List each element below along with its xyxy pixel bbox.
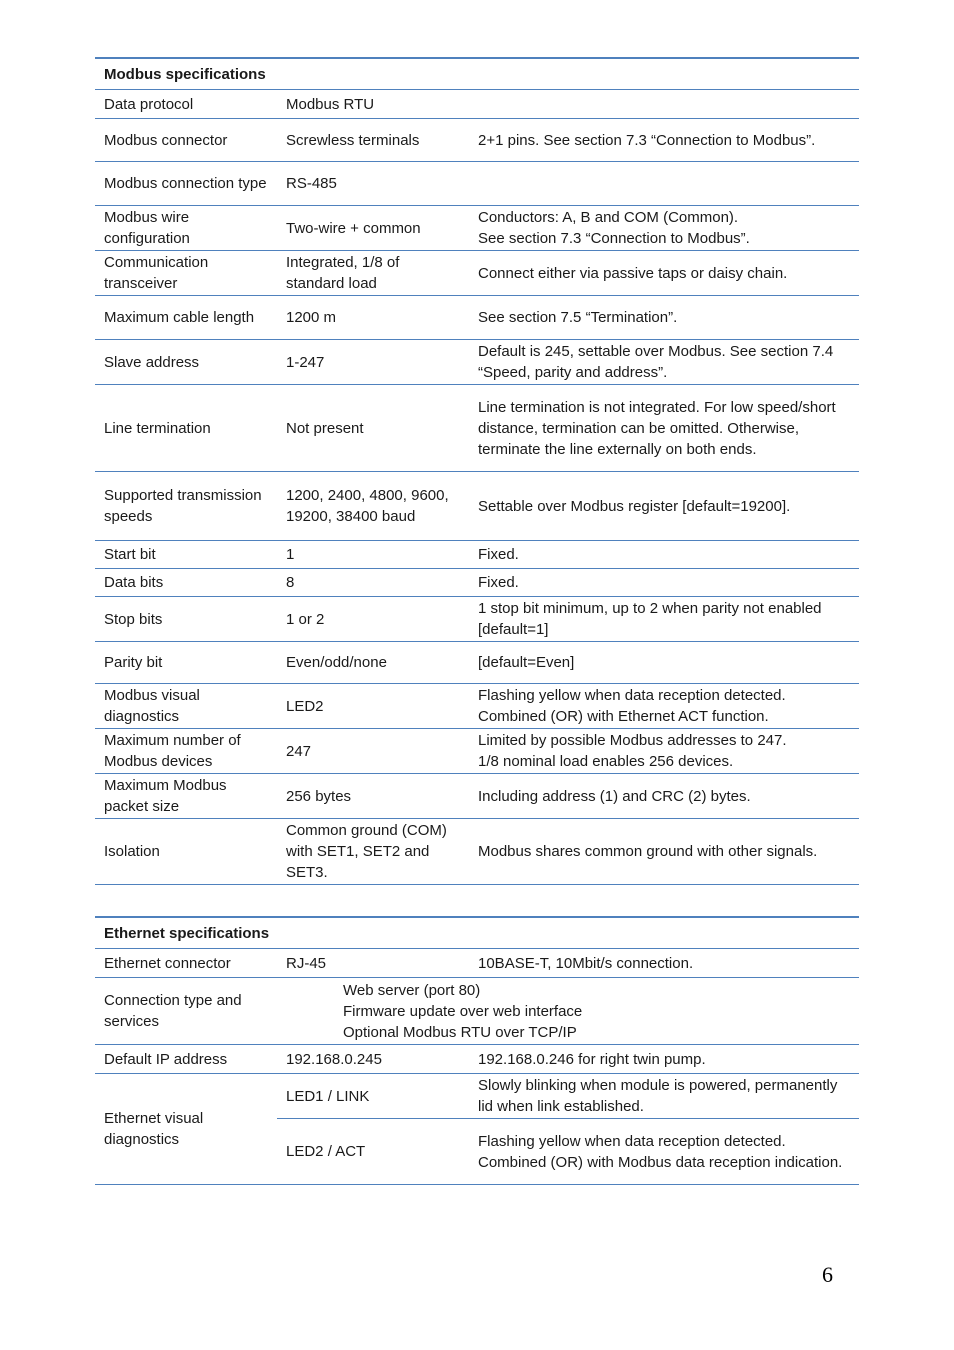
row-note: Flashing yellow when data reception detected. Combined (OR) with Modbus data reception indication. bbox=[469, 1119, 859, 1185]
row-note: Conductors: A, B and COM (Common). See section 7.3 “Connection to Modbus”. bbox=[469, 206, 859, 251]
row-label: Maximum number of Modbus devices bbox=[95, 729, 277, 774]
row-label: Start bit bbox=[95, 541, 277, 569]
row-value: LED2 / ACT bbox=[277, 1119, 469, 1185]
row-note: Connect either via passive taps or daisy chain. bbox=[469, 251, 859, 296]
row-value: LED2 bbox=[277, 684, 469, 729]
row-label: Communication transceiver bbox=[95, 251, 277, 296]
row-value: 1 or 2 bbox=[277, 597, 469, 642]
row-note: Fixed. bbox=[469, 569, 859, 597]
table-row bbox=[95, 1045, 859, 1074]
row-note bbox=[469, 162, 859, 206]
row-value: RS-485 bbox=[277, 162, 469, 206]
row-value: 247 bbox=[277, 729, 469, 774]
row-label: Stop bits bbox=[95, 597, 277, 642]
row-note: Fixed. bbox=[469, 541, 859, 569]
row-note: See section 7.5 “Termination”. bbox=[469, 296, 859, 340]
ethernet-table-header bbox=[95, 917, 859, 949]
row-label: Ethernet visual diagnostics bbox=[95, 1074, 277, 1185]
row-label: Isolation bbox=[95, 819, 277, 885]
row-value: Web server (port 80) Firmware update over web interface Optional Modbus RTU over TCP/IP bbox=[277, 978, 859, 1045]
row-value: RJ-45 bbox=[277, 949, 469, 978]
row-value: 1200, 2400, 4800, 9600, 19200, 38400 baud bbox=[277, 472, 469, 541]
row-value: Integrated, 1/8 of standard load bbox=[277, 251, 469, 296]
row-label: Modbus wire configuration bbox=[95, 206, 277, 251]
row-label: Data bits bbox=[95, 569, 277, 597]
table-row bbox=[95, 774, 859, 819]
table-row bbox=[95, 569, 859, 597]
row-note: Modbus shares common ground with other signals. bbox=[469, 819, 859, 885]
row-value: 256 bytes bbox=[277, 774, 469, 819]
table-row bbox=[95, 541, 859, 569]
row-value: Even/odd/none bbox=[277, 642, 469, 684]
row-note: Limited by possible Modbus addresses to 247. 1/8 nominal load enables 256 devices. bbox=[469, 729, 859, 774]
row-value: Two-wire + common bbox=[277, 206, 469, 251]
table-row bbox=[95, 978, 859, 1045]
table-row bbox=[95, 729, 859, 774]
row-note: [default=Even] bbox=[469, 642, 859, 684]
table-row bbox=[95, 949, 859, 978]
row-note: Flashing yellow when data reception detected. Combined (OR) with Ethernet ACT function. bbox=[469, 684, 859, 729]
table-row bbox=[95, 1074, 859, 1119]
table-row bbox=[95, 642, 859, 684]
row-note bbox=[469, 90, 859, 119]
table-row bbox=[95, 296, 859, 340]
table-row bbox=[95, 385, 859, 472]
row-value: Not present bbox=[277, 385, 469, 472]
row-note: 10BASE-T, 10Mbit/s connection. bbox=[469, 949, 859, 978]
row-label: Line termination bbox=[95, 385, 277, 472]
row-label: Modbus connector bbox=[95, 119, 277, 162]
row-value: Modbus RTU bbox=[277, 90, 469, 119]
row-value: 1-247 bbox=[277, 340, 469, 385]
row-note: 2+1 pins. See section 7.3 “Connection to Modbus”. bbox=[469, 119, 859, 162]
row-value: 192.168.0.245 bbox=[277, 1045, 469, 1074]
row-label: Supported transmission speeds bbox=[95, 472, 277, 541]
table-row bbox=[95, 162, 859, 206]
table-row bbox=[95, 684, 859, 729]
row-label: Parity bit bbox=[95, 642, 277, 684]
row-label: Ethernet connector bbox=[95, 949, 277, 978]
table-row bbox=[95, 119, 859, 162]
modbus-table-title: Modbus specifications bbox=[95, 58, 859, 90]
row-value: Common ground (COM) with SET1, SET2 and SET3. bbox=[277, 819, 469, 885]
row-label: Modbus connection type bbox=[95, 162, 277, 206]
ethernet-table-title: Ethernet specifications bbox=[95, 917, 859, 949]
row-label: Modbus visual diagnostics bbox=[95, 684, 277, 729]
row-label: Maximum cable length bbox=[95, 296, 277, 340]
row-label: Connection type and services bbox=[95, 978, 277, 1045]
row-note: 1 stop bit minimum, up to 2 when parity not enabled [default=1] bbox=[469, 597, 859, 642]
table-row bbox=[95, 251, 859, 296]
table-row bbox=[95, 90, 859, 119]
row-note: Line termination is not integrated. For low speed/short distance, termination can be omitted. Otherwise, terminate the line externally on both ends. bbox=[469, 385, 859, 472]
row-note: Settable over Modbus register [default=19200]. bbox=[469, 472, 859, 541]
row-value: LED1 / LINK bbox=[277, 1074, 469, 1119]
row-label: Maximum Modbus packet size bbox=[95, 774, 277, 819]
table-row bbox=[95, 819, 859, 885]
row-note: Including address (1) and CRC (2) bytes. bbox=[469, 774, 859, 819]
table-row bbox=[95, 340, 859, 385]
row-value: 1 bbox=[277, 541, 469, 569]
row-note: 192.168.0.246 for right twin pump. bbox=[469, 1045, 859, 1074]
row-note: Slowly blinking when module is powered, permanently lid when link established. bbox=[469, 1074, 859, 1119]
ethernet-specifications-table bbox=[95, 916, 859, 1185]
table-row bbox=[95, 472, 859, 541]
row-label: Default IP address bbox=[95, 1045, 277, 1074]
row-value: 1200 m bbox=[277, 296, 469, 340]
table-row bbox=[95, 206, 859, 251]
page-number: 6 bbox=[822, 1262, 833, 1287]
row-value: Screwless terminals bbox=[277, 119, 469, 162]
row-label: Data protocol bbox=[95, 90, 277, 119]
row-value: 8 bbox=[277, 569, 469, 597]
row-note: Default is 245, settable over Modbus. See section 7.4 “Speed, parity and address”. bbox=[469, 340, 859, 385]
table-row bbox=[95, 597, 859, 642]
modbus-table-header bbox=[95, 58, 859, 90]
modbus-specifications-table bbox=[95, 57, 859, 885]
row-label: Slave address bbox=[95, 340, 277, 385]
